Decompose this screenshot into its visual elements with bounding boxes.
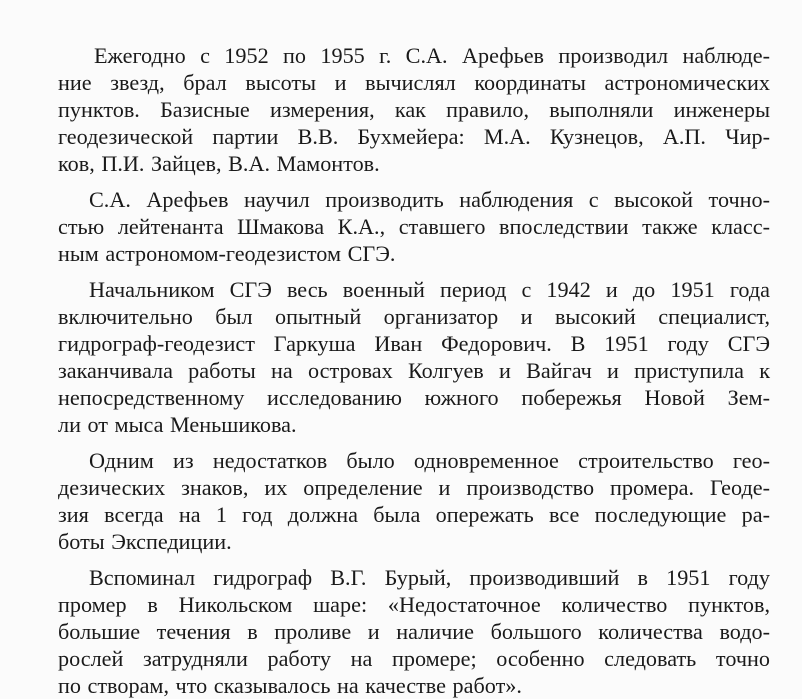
text-line: промер в Никольском шаре: «Недостаточное количество пунктов, — [58, 592, 770, 617]
document-page — [58, 42, 770, 699]
text-line: дезических знаков, их определение и производство промера. Геоде- — [58, 475, 770, 500]
paragraph — [58, 276, 770, 438]
text-line: заканчивала работы на островах Колгуев и Вайгач и приступила к — [58, 358, 770, 383]
text-line: Ежегодно с 1952 по 1955 г. С.А. Арефьев производил наблюде- — [94, 43, 770, 68]
text-line: ние звезд, брал высоты и вычислял координаты астрономических — [58, 70, 770, 95]
text-line: геодезической партии В.В. Бухмейера: М.А. Кузнецов, А.П. Чир- — [58, 124, 770, 149]
paragraph — [58, 42, 770, 177]
text-line: ли от мыса Меньшикова. — [58, 412, 297, 437]
paragraph — [58, 447, 770, 555]
paragraph — [58, 564, 770, 699]
text-line: пунктов. Базисные измерения, как правило, выполняли инженеры — [58, 97, 770, 122]
text-line: гидрограф-геодезист Гаркуша Иван Федорович. В 1951 году СГЭ — [58, 331, 770, 356]
paragraph — [58, 186, 770, 267]
text-line: непосредственному исследованию южного побережья Новой Зем- — [58, 385, 770, 410]
text-line: Одним из недостатков было одновременное строительство гео- — [89, 448, 770, 473]
text-line: ков, П.И. Зайцев, В.А. Мамонтов. — [58, 151, 380, 176]
text-line: Начальником СГЭ весь военный период с 1942 и до 1951 года — [89, 277, 770, 302]
text-line: зия всегда на 1 год должна была опережать все последующие ра- — [58, 502, 770, 527]
text-line: по створам, что сказывалось на качестве работ». — [58, 673, 522, 698]
text-line: боты Экспедиции. — [58, 529, 232, 554]
text-line: Вспоминал гидрограф В.Г. Бурый, производивший в 1951 году — [89, 565, 770, 590]
text-line: С.А. Арефьев научил производить наблюдения с высокой точно- — [89, 187, 770, 212]
text-line: рослей затрудняли работу на промере; особенно следовать точно — [58, 646, 770, 671]
text-line: большие течения в проливе и наличие большого количества водо- — [58, 619, 770, 644]
text-line: включительно был опытный организатор и высокий специалист, — [58, 304, 770, 329]
text-line: ным астрономом-геодезистом СГЭ. — [58, 241, 396, 266]
text-line: стью лейтенанта Шмакова К.А., ставшего впоследствии также класс- — [58, 214, 770, 239]
